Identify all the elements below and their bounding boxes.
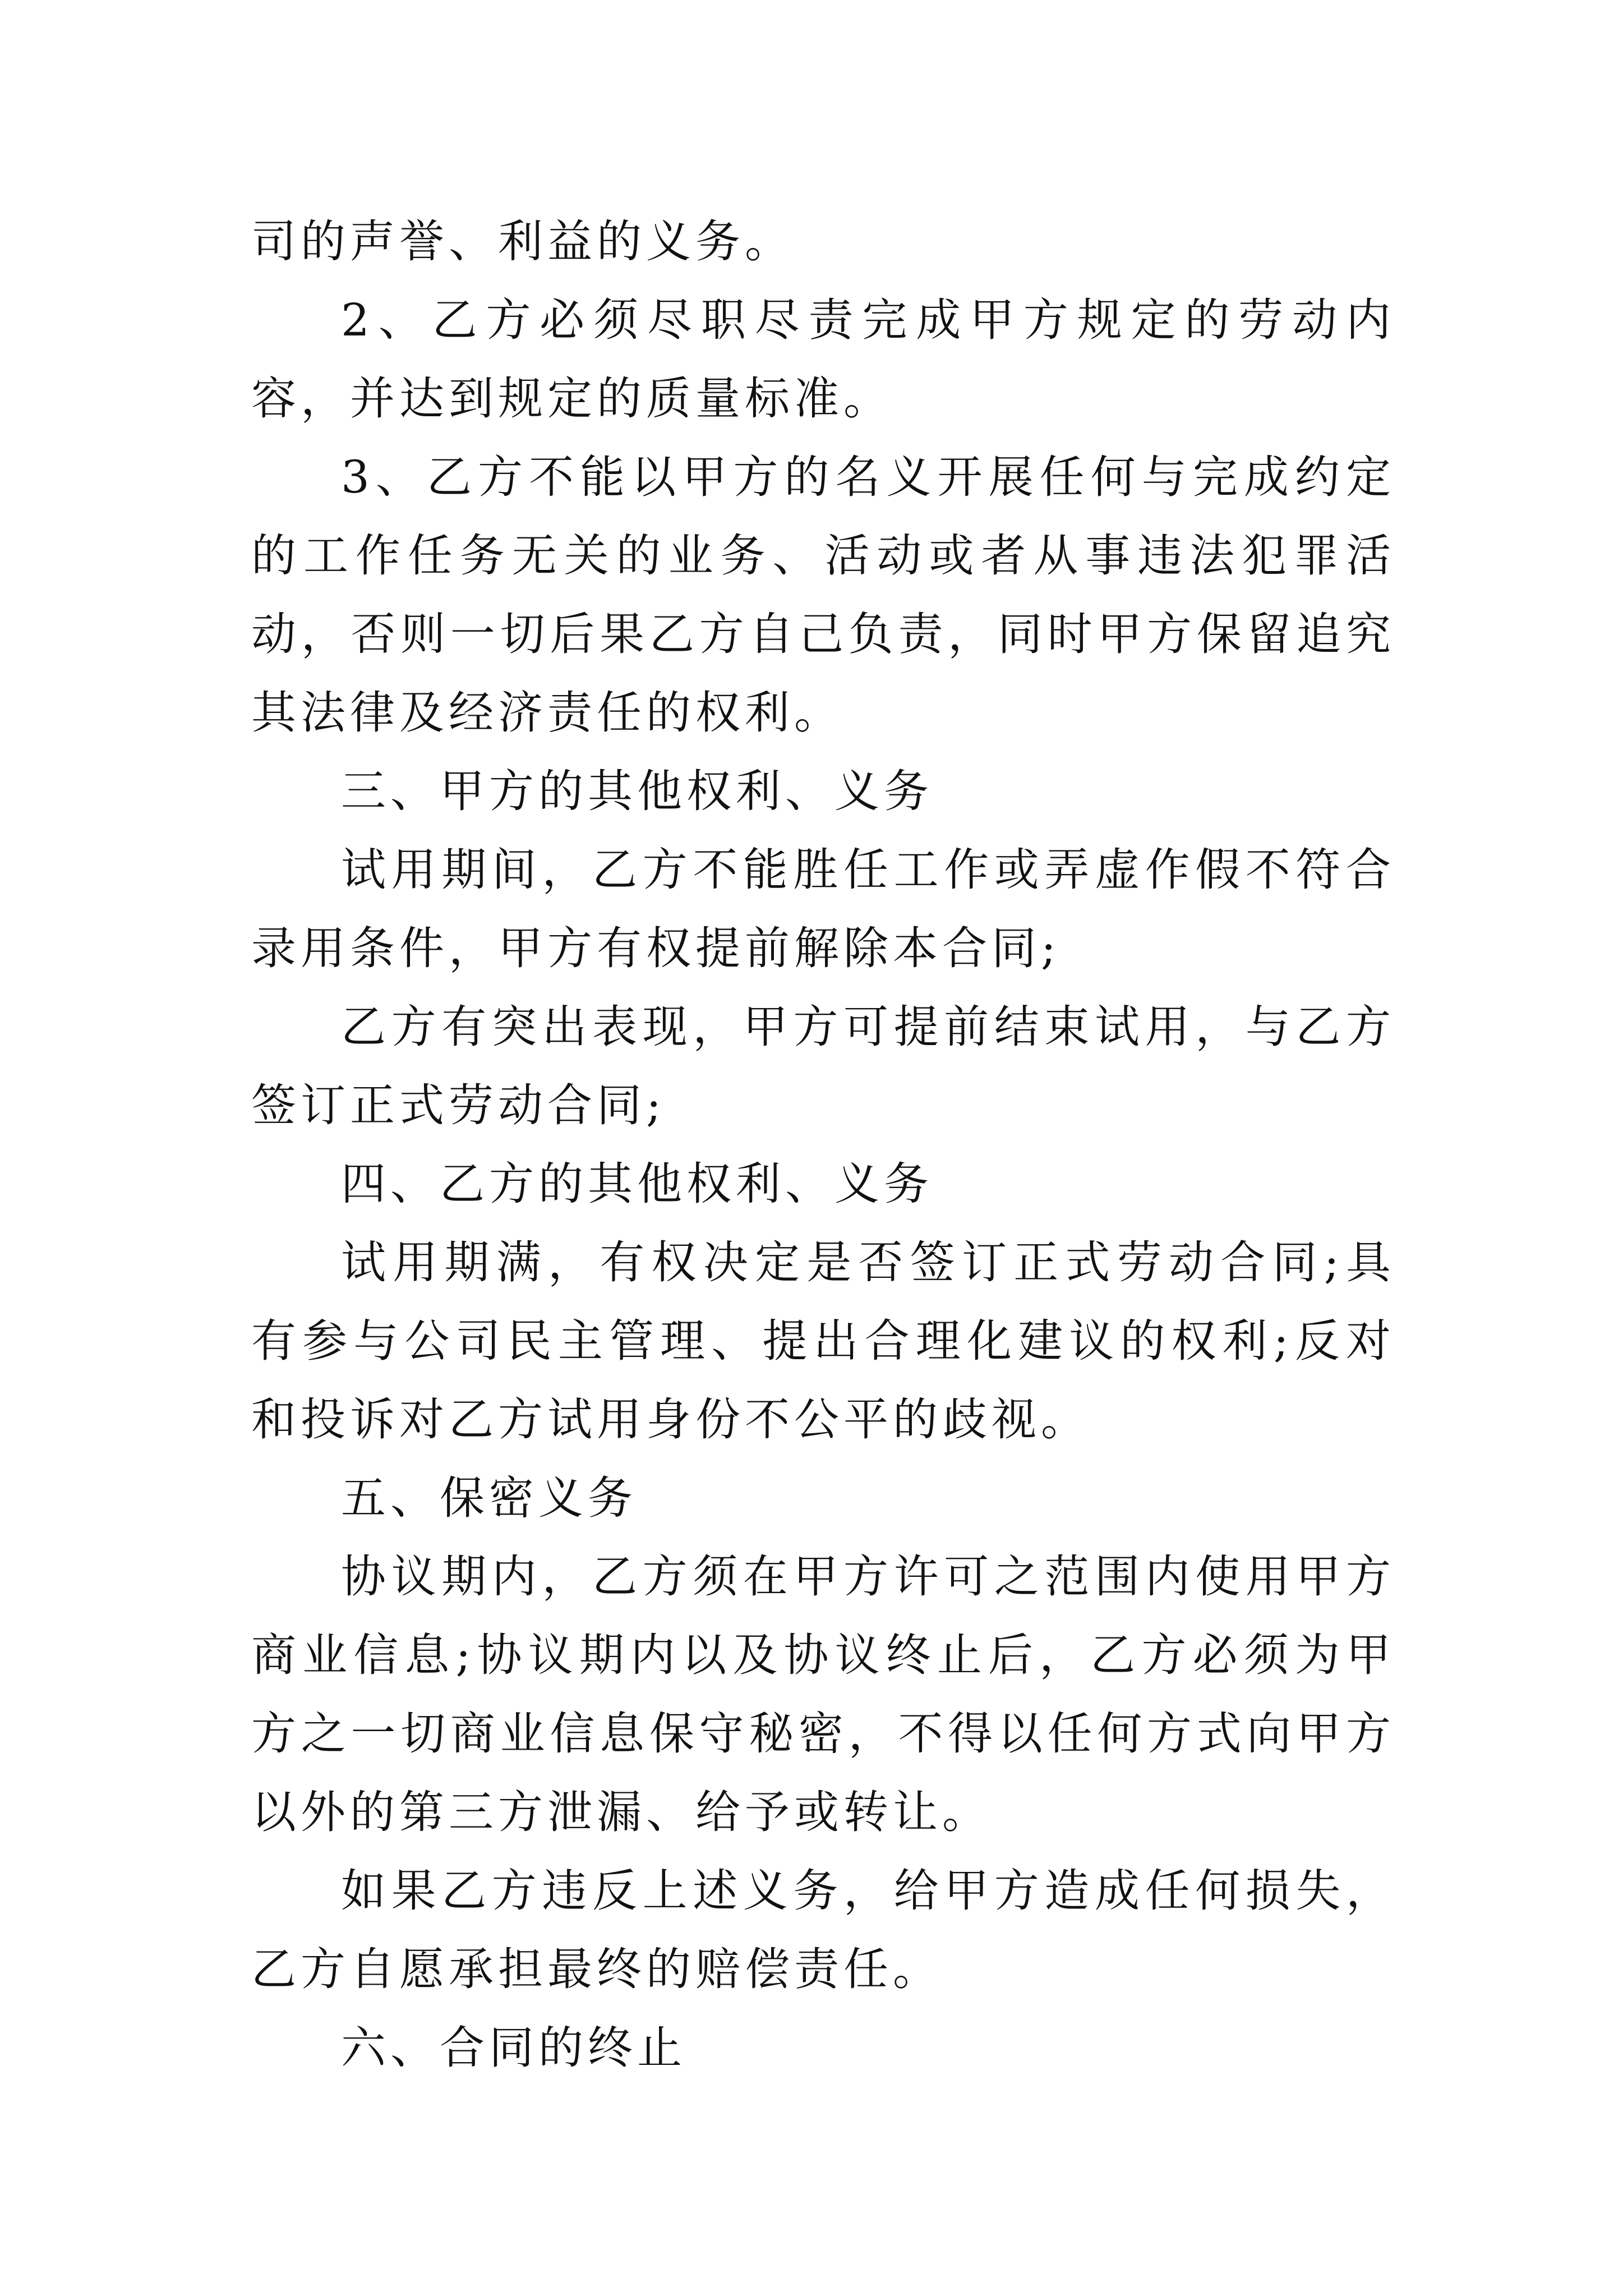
document-body	[251, 203, 1395, 2087]
paragraph-liability: 如果乙方违反上述义务，给甲方造成任何损失，乙方自愿承担最终的赔偿责任。	[251, 1865, 1395, 1995]
paragraph-clause-3: 3、乙方不能以甲方的名义开展任何与完成约定的工作任务无关的业务、活动或者从事违法犯罪活动，否则一切后果乙方自己负责，同时甲方保留追究其法律及经济责任的权利。	[251, 451, 1395, 739]
section-heading-3: 三、甲方的其他权利、义务	[341, 765, 933, 817]
paragraph-continuation: 司的声誉、利益的义务。	[251, 215, 794, 268]
section-heading-5: 五、保密义务	[341, 1472, 637, 1524]
paragraph-clause-2: 2、乙方必须尽职尽责完成甲方规定的劳动内容，并达到规定的质量标准。	[251, 294, 1395, 425]
section-heading-6: 六、合同的终止	[341, 2022, 686, 2074]
paragraph-employee-rights: 试用期满，有权决定是否签订正式劳动合同;具有参与公司民主管理、提出合理化建议的权利;反对和投诉对乙方试用身份不公平的歧视。	[251, 1236, 1395, 1446]
paragraph-early-conversion: 乙方有突出表现，甲方可提前结束试用，与乙方签订正式劳动合同;	[251, 1001, 1395, 1131]
paragraph-probation-termination: 试用期间，乙方不能胜任工作或弄虚作假不符合录用条件，甲方有权提前解除本合同;	[251, 844, 1395, 974]
section-heading-4: 四、乙方的其他权利、义务	[341, 1158, 933, 1210]
paragraph-confidentiality: 协议期内，乙方须在甲方许可之范围内使用甲方商业信息;协议期内以及协议终止后，乙方必须为甲方之一切商业信息保守秘密，不得以任何方式向甲方以外的第三方泄漏、给予或转让。	[251, 1550, 1395, 1838]
